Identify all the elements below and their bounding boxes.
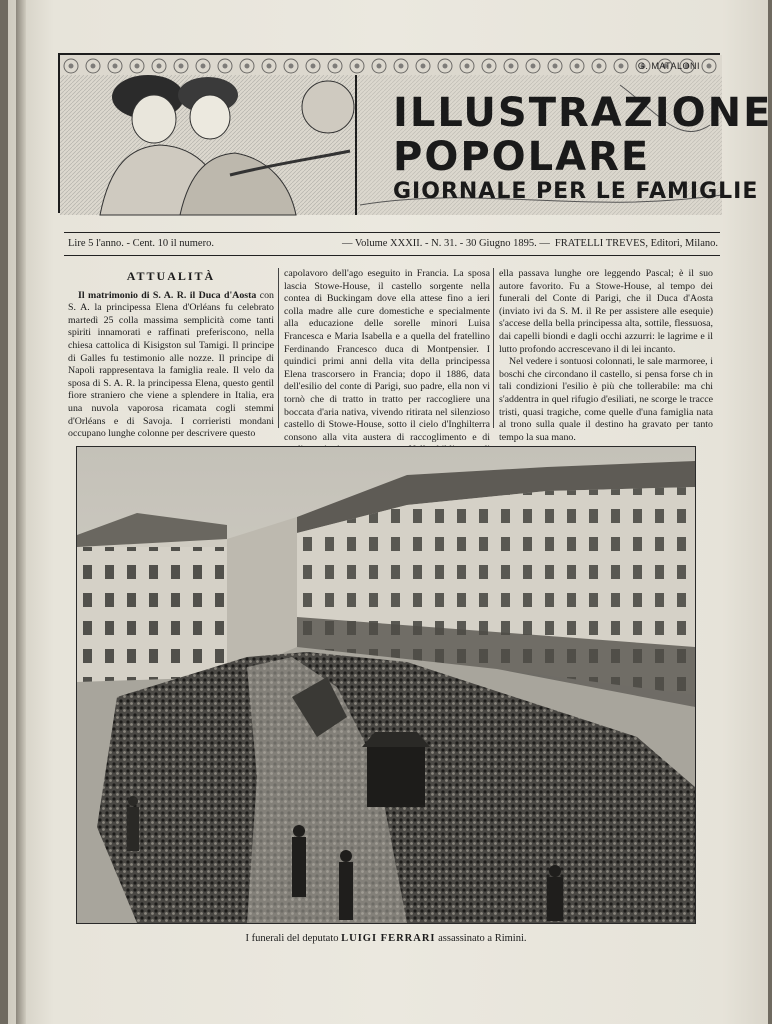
masthead bbox=[58, 53, 772, 213]
caption-name: LUIGI FERRARI bbox=[341, 933, 436, 944]
article-text-col3-p1: ella passava lunghe ore leggendo Pascal; è il suo autore favorito. Fu a Stowe-House, al tempo dei funerali del Conte di Parigi, che il Duca d'Aosta (inviato ivi da S. M. il Re per assistere alle esequie) s'accese della bella principessa alta, sottile, flessuosa, dai capelli biondi e dagli occhi azzurri: le lagrime e il lutto profondo accrescevano il di lei incanto. bbox=[499, 268, 713, 355]
caption-prefix: I funerali del deputato bbox=[245, 933, 339, 944]
article-column-1 bbox=[68, 268, 274, 441]
caption-suffix: assassinato a Rimini. bbox=[438, 933, 527, 944]
issue-info-bar bbox=[64, 232, 720, 256]
newspaper-page bbox=[8, 0, 772, 1024]
page-crease bbox=[16, 0, 26, 1024]
column-divider bbox=[278, 268, 279, 428]
column-divider bbox=[493, 268, 494, 428]
masthead-subtitle: GIORNALE PER LE FAMIGLIE bbox=[393, 179, 759, 204]
article-column-2 bbox=[284, 268, 490, 470]
article-text-col3-p2: Nel vedere i sontuosi colonnati, le sale marmoree, i boschi che circondano il castello, si pensa forse ch in tali condizioni l'esilio è più che tollerabile: ma chi s'addentra in quel rifugio d'esiliati, ne scorge le tracce tristi, quasi tragiche, come quelle d'una famiglia nata al trono sulla quale il destino ha gravato per tanto tempo la sua mano. bbox=[499, 356, 713, 443]
article-lead: Il matrimonio di S. A. R. il Duca d'Aosta bbox=[78, 289, 257, 301]
section-title: ATTUALITÀ bbox=[126, 269, 216, 283]
issue-number: — Volume XXXII. - N. 31. - 30 Giugno 1895. — bbox=[342, 238, 550, 249]
masthead-title-line2: POPOLARE bbox=[393, 134, 651, 180]
subscription-price: Lire 5 l'anno. - Cent. 10 il numero. bbox=[68, 238, 214, 249]
article-text-col2: capolavoro dell'ago eseguito in Francia. La sposa lascia Stowe-House, il castello sorgente nella contea di Buckingam dove ella attese fino a ieri colla madre alle cure domestiche e specialmente alla educazione delle sorelle minori Luisa Francesca e Maria Isabella e a quella del fratellino Ferdinando Francesco duca di Montpensier. I quindici primi anni della vita della principessa Elena trascorsero in Francia; dopo il 1886, data dell'esilio del conte di Parigi, suo padre, ella non vi tornò che di tratto in tratto per raccogliere una boccata d'aria nativa, vivendo ritirata nel silenzioso castello di Stowe-House, sotto il cielo d'Inghilterra consono alla vita austera di raccoglimento e di bbox=[284, 268, 490, 443]
article-column-3 bbox=[499, 268, 713, 444]
article-paragraph bbox=[68, 290, 274, 441]
artist-signature: G. MATALONI bbox=[637, 61, 700, 71]
article-text-col1: con S. A. la principessa Elena d'Orléans fu celebrato martedì 25 colla massima semplicità come tanti spiriti innamorati e raffinati preferiscono, nella chiesa cattolica di Kisigston sul Tamigi. Il principe di Galles fu testimonio alle nozze. Il principe di Napoli rappresentava la famiglia reale. Il velo da sposa di S. A. R. la principessa Elena, questo gentil fiore straniero che viene a splendere in Italia, era una nuvola vaporosa ricamata cogli stemmi d'Orléans e di Savoja. I corrieristi mondani occupano lunghe colonne per descrivere questo bbox=[68, 289, 274, 440]
engraving-caption bbox=[76, 933, 696, 944]
publisher: FRATELLI TREVES, Editori, Milano. bbox=[554, 238, 718, 249]
funeral-engraving bbox=[76, 446, 696, 924]
masthead-title-line1: ILLUSTRAZIONE bbox=[393, 90, 772, 136]
